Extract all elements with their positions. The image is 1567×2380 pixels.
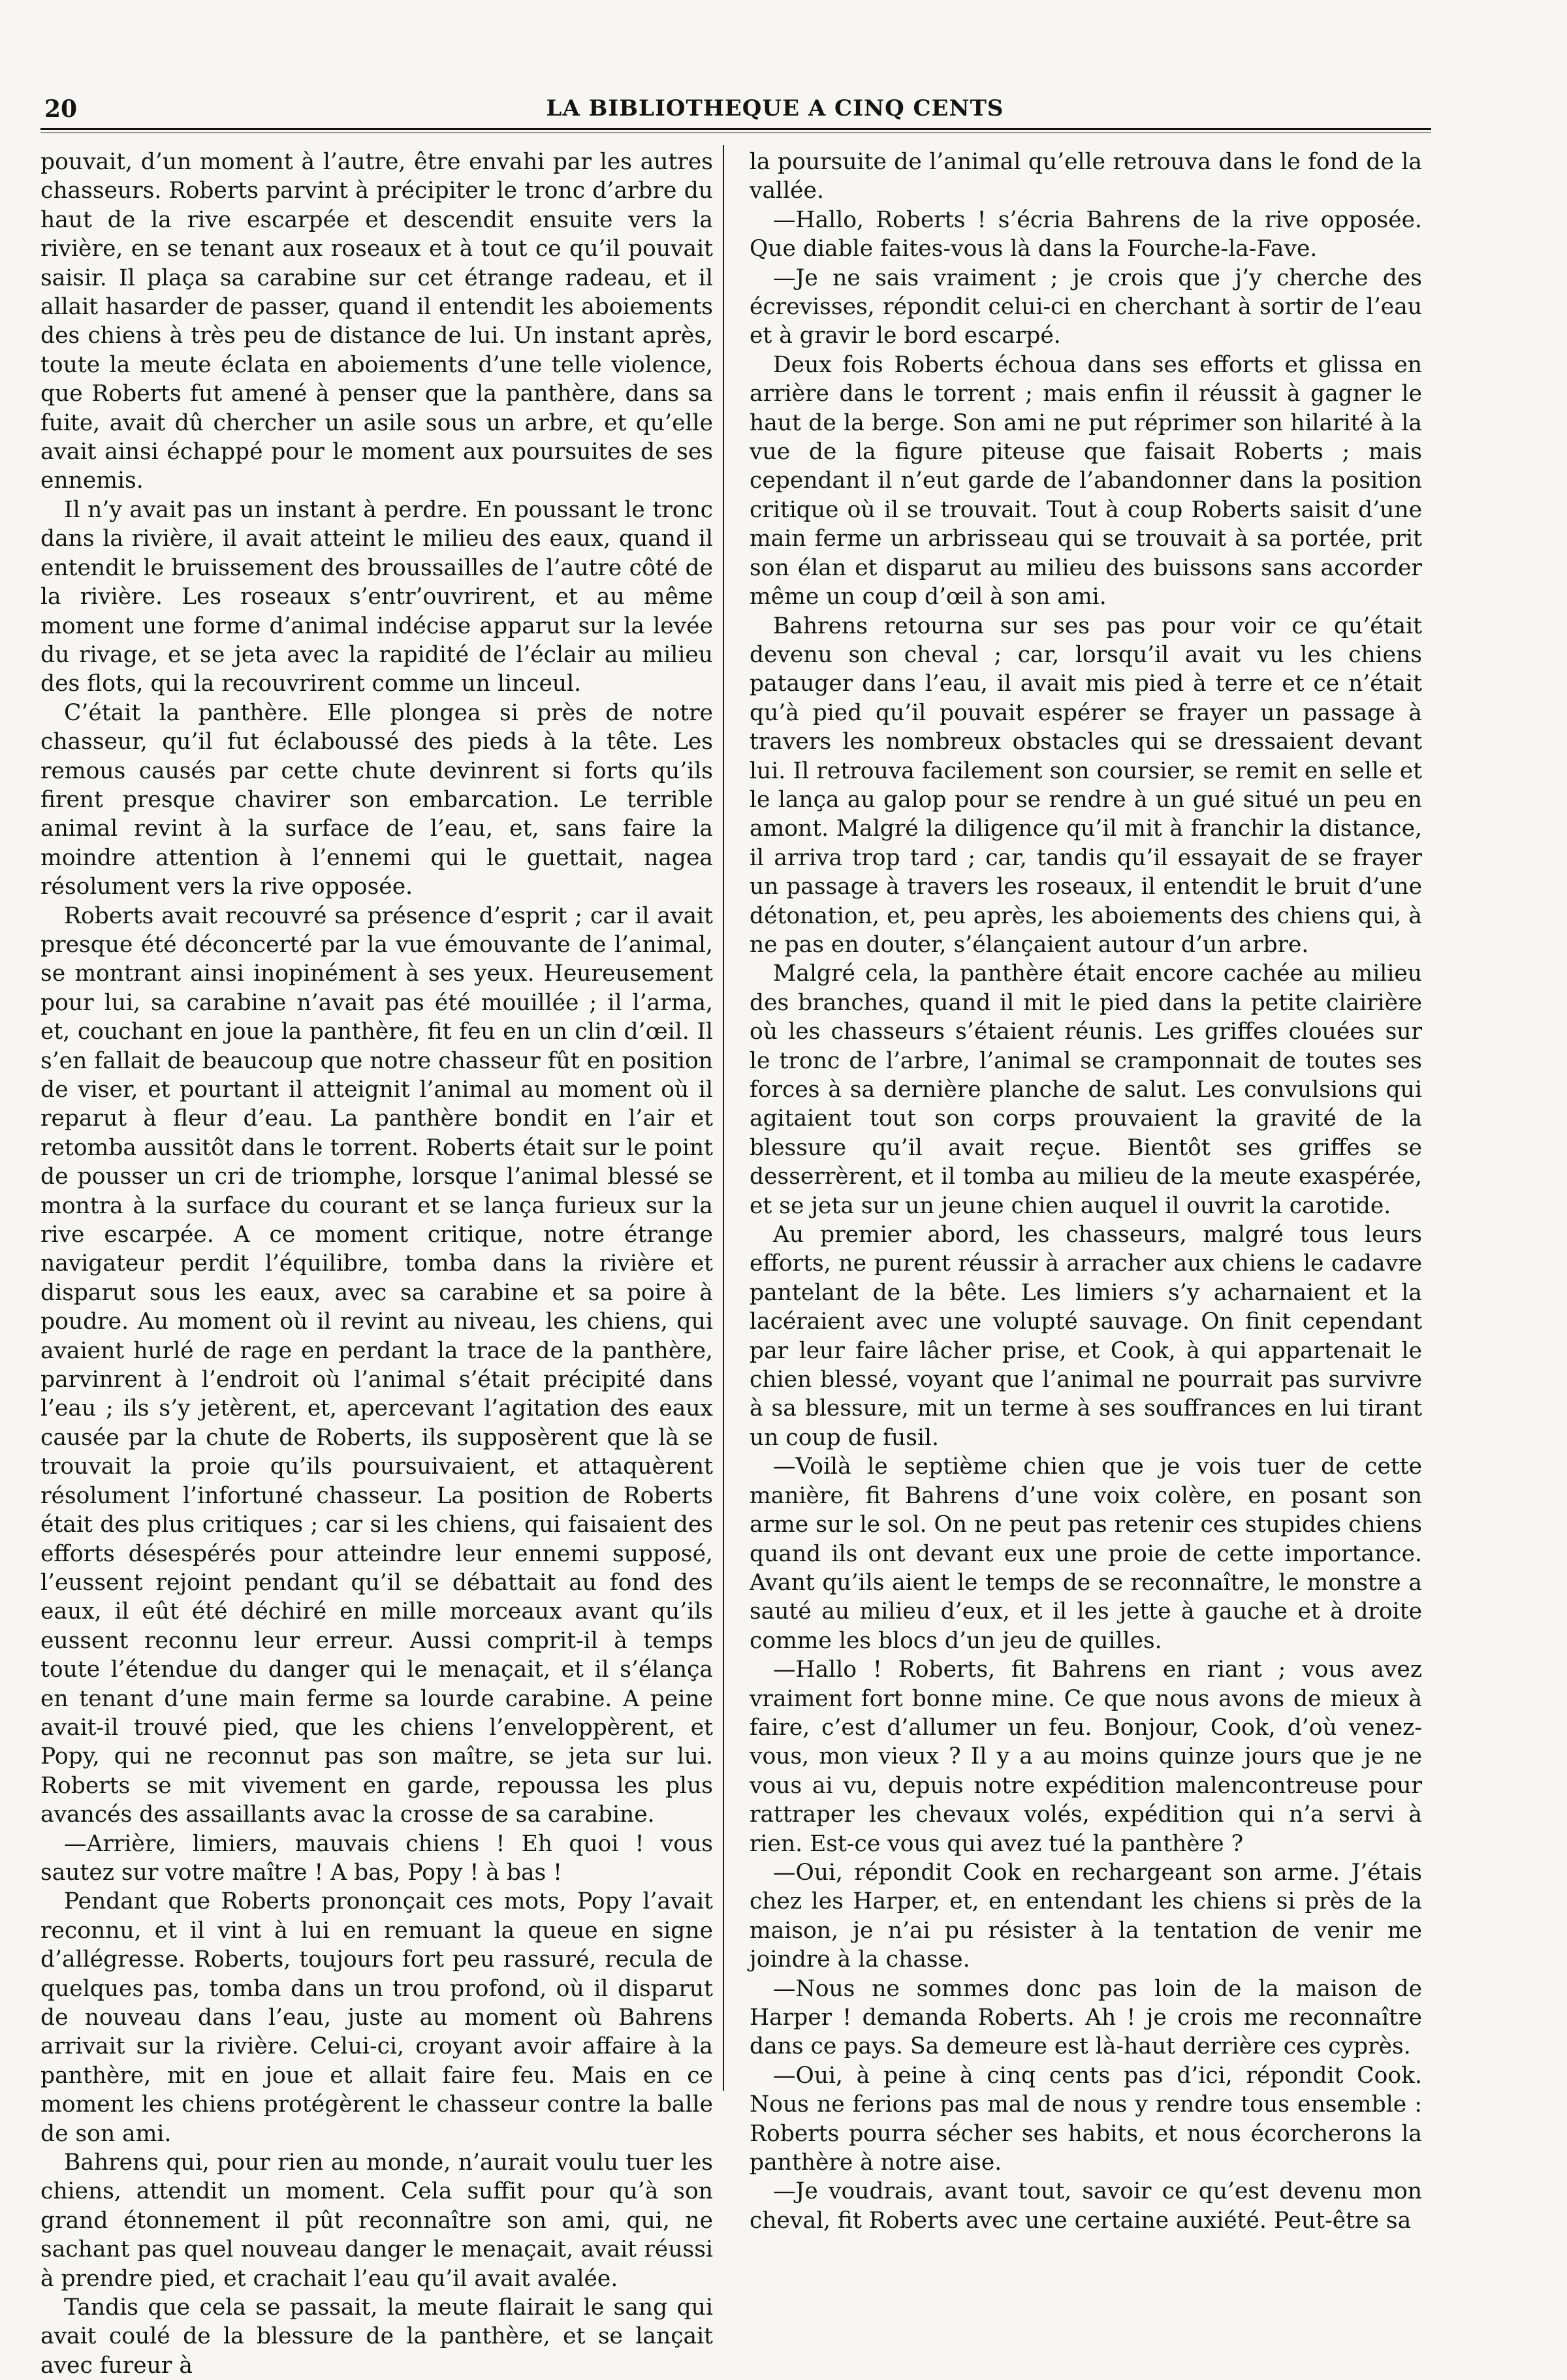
paragraph: Deux fois Roberts échoua dans ses efforts et glissa en arrière dans le torrent ; mais enfin il réussit à gagner le haut de la berge. Son ami ne put réprimer son hilarité à la vue de la figure piteuse que faisait Roberts ; mais cependant il n’eut garde de l’abandonner dans la position critique où il se trouvait. Tout à coup Roberts saisit d’une main ferme un arbrisseau qui se trouvait à sa portée, prit son élan et disparut au milieu des buissons sans accorder même un coup d’œil à son ami. [750,351,1422,611]
left-column [40,148,713,2379]
paragraph: C’était la panthère. Elle plongea si près de notre chasseur, qu’il fut éclaboussé des pieds à la tête. Les remous causés par cette chute devinrent si forts qu’ils firent presque chavirer son embarcation. Le terrible animal revint à la surface de l’eau, et, sans faire la moindre attention à l’ennemi qui le guettait, nagea résolument vers la rive opposée. [40,699,713,900]
paragraph: —Hallo, Roberts ! s’écria Bahrens de la rive opposée. Que diable faites-vous là dans la Fourche-la-Fave. [750,206,1422,262]
paragraph: pouvait, d’un moment à l’autre, être envahi par les autres chasseurs. Roberts parvint à précipiter le tronc d’arbre du haut de la rive escarpée et descendit ensuite vers la rivière, en se tenant aux roseaux et à tout ce qu’il pouvait saisir. Il plaça sa carabine sur cet étrange radeau, et il allait hasarder de passer, quand il entendit les aboiements des chiens à très peu de distance de lui. Un instant après, toute la meute éclata en aboiements d’une telle violence, que Roberts fut amené à penser que la panthère, dans sa fuite, avait dû chercher un asile sous un arbre, et qu’elle avait ainsi échappé pour le moment aux poursuites de ses ennemis. [40,149,713,494]
paragraph: —Nous ne sommes donc pas loin de la maison de Harper ! demanda Roberts. Ah ! je crois me reconnaître dans ce pays. Sa demeure est là-haut derrière ces cyprès. [750,1975,1422,2060]
page-number: 20 [44,95,78,123]
page-header [40,95,1431,124]
right-column [750,148,1422,2234]
paragraph: Tandis que cela se passait, la meute flairait le sang qui avait coulé de la blessure de la panthère, et se lançait avec fureur à [40,2294,713,2379]
paragraph: Bahrens retourna sur ses pas pour voir ce qu’était devenu son cheval ; car, lorsqu’il avait vu les chiens patauger dans l’eau, il avait mis pied à terre et ce n’était qu’à pied qu’il pouvait espérer se frayer un passage à travers les nombreux obstacles qui se dressaient devant lui. Il retrouva facilement son coursier, se remit en selle et le lança au galop pour se rendre à un gué situé un peu en amont. Malgré la diligence qu’il mit à franchir la distance, il arriva trop tard ; car, tandis qu’il essayait de se frayer un passage à travers les roseaux, il entendit le bruit d’une détonation, et, peu après, les aboiements des chiens qui, à ne pas en douter, s’élançaient autour d’un arbre. [750,612,1422,958]
paragraph: —Hallo ! Roberts, fit Bahrens en riant ; vous avez vraiment fort bonne mine. Ce que nous avons de mieux à faire, c’est d’allumer un feu. Bonjour, Cook, d’où venez-vous, mon vieux ? Il y a au moins quinze jours que je ne vous ai vu, depuis notre expédition malencontreuse pour rattraper les chevaux volés, expédition qui n’a servi à rien. Est-ce vous qui avez tué la panthère ? [750,1657,1422,1857]
paragraph: Roberts avait recouvré sa présence d’esprit ; car il avait presque été déconcerté par la vue émouvante de l’animal, se montrant ainsi inopinément à ses yeux. Heureusement pour lui, sa carabine n’avait pas été mouillée ; il l’arma, et, couchant en joue la panthère, fit feu en un clin d’œil. Il s’en fallait de beaucoup que notre chasseur fût en position de viser, et pourtant il atteignit l’animal au moment où il reparut à fleur d’eau. La panthère bondit en l’air et retomba aussitôt dans le torrent. Roberts était sur le point de pousser un cri de triomphe, lorsque l’animal blessé se montra à la surface du courant et se lança furieux sur la rive escarpée. A ce moment critique, notre étrange navigateur perdit l’équilibre, tomba dans la rivière et disparut sous les eaux, avec sa carabine et sa poire à poudre. Au moment où il revint au niveau, les chiens, qui avaient hurlé de rage en perdant la trace de la panthère, parvinrent à l’endroit où l’animal s’était précipité dans l’eau ; ils s’y jetèrent, et, apercevant l’agitation des eaux causée par la chute de Roberts, ils supposèrent que là se trouvait la proie qu’ils poursuivaient, et attaquèrent résolument l’infortuné chasseur. La position de Roberts était des plus critiques ; car si les chiens, qui faisaient des efforts désespérés pour atteindre leur ennemi supposé, l’eussent rejoint pendant qu’il se débattait au fond des eaux, il eût été déchiré en mille morceaux avant qu’ils eussent reconnu leur erreur. Aussi comprit-il à temps toute l’étendue du danger qui le menaçait, et il s’élança en tenant d’une main ferme sa lourde carabine. A peine avait-il trouvé pied, que les chiens l’enveloppèrent, et Popy, qui ne reconnut pas son maître, se jeta sur lui. Roberts se mit vivement en garde, repoussa les plus avancés des assaillants avac la crosse de sa carabine. [40,902,713,1828]
column-divider [723,145,724,2091]
paragraph: Bahrens qui, pour rien au monde, n’aurait voulu tuer les chiens, attendit un moment. Cela suffit pour qu’à son grand étonnement il pût reconnaître son ami, qui, ne sachant pas quel nouveau danger le menaçait, avait réussi à prendre pied, et crachait l’eau qu’il avait avalée. [40,2150,713,2292]
paragraph: la poursuite de l’animal qu’elle retrouva dans le fond de la vallée. [750,149,1422,204]
paragraph: —Oui, à peine à cinq cents pas d’ici, répondit Cook. Nous ne ferions pas mal de nous y rendre tous ensemble : Roberts pourra sécher ses habits, et nous écorcherons la panthère à notre aise. [750,2062,1422,2176]
running-title: LA BIBLIOTHEQUE A CINQ CENTS [546,95,1004,121]
paragraph: Pendant que Roberts prononçait ces mots, Popy l’avait reconnu, et il vint à lui en remuant la queue en signe d’allégresse. Roberts, toujours fort peu rassuré, recula de quelques pas, tomba dans un trou profond, où il disparut de nouveau dans l’eau, juste au moment où Bahrens arrivait sur la rivière. Celui-ci, croyant avoir affaire à la panthère, mit en joue et allait faire feu. Mais en ce moment les chiens protégèrent le chasseur contre la balle de son ami. [40,1888,713,2147]
paragraph: —Je ne sais vraiment ; je crois que j’y cherche des écrevisses, répondit celui-ci en cherchant à sortir de l’eau et à gravir le bord escarpé. [750,264,1422,349]
paragraph: Au premier abord, les chasseurs, malgré tous leurs efforts, ne purent réussir à arracher aux chiens le cadavre pantelant de la bête. Les limiers s’y acharnaient et la lacéraient avec une volupté sauvage. On finit cependant par leur faire lâcher prise, et Cook, à qui appartenait le chien blessé, voyant que l’animal ne pourrait pas survivre à sa blessure, mit un terme à ses souffrances en lui tirant un coup de fusil. [750,1222,1422,1451]
paragraph: —Oui, répondit Cook en rechargeant son arme. J’étais chez les Harper, et, en entendant les chiens si près de la maison, je n’ai pu résister à la tentation de venir me joindre à la chasse. [750,1859,1422,1973]
paragraph: —Arrière, limiers, mauvais chiens ! Eh quoi ! vous sautez sur votre maître ! A bas, Popy ! à bas ! [40,1830,713,1886]
paragraph: —Voilà le septième chien que je vois tuer de cette manière, fit Bahrens d’une voix colère, en posant son arme sur le sol. On ne peut pas retenir ces stupides chiens quand ils ont devant eux une proie de cette importance. Avant qu’ils aient le temps de se reconnaître, le monstre a sauté au milieu d’eux, et il les jette à gauche et à droite comme les blocs d’un jeu de quilles. [750,1453,1422,1654]
paragraph: Il n’y avait pas un instant à perdre. En poussant le tronc dans la rivière, il avait atteint le milieu des eaux, quand il entendit le bruissement des broussailles de l’autre côté de la rivière. Les roseaux s’entr’ouvrirent, et au même moment une forme d’animal indécise apparut sur la levée du rivage, et se jeta avec la rapidité de l’éclair au milieu des flots, qui la recouvrirent comme un linceul. [40,496,713,697]
paragraph: Malgré cela, la panthère était encore cachée au milieu des branches, quand il mit le pied dans la petite clairière où les chasseurs s’étaient réunis. Les griffes clouées sur le tronc de l’arbre, l’animal se cramponnait de toutes ses forces à sa dernière planche de salut. Les convulsions qui agitaient tout son corps prouvaient la gravité de la blessure qu’il avait reçue. Bientôt ses griffes se desserrèrent, et il tomba au milieu de la meute exaspérée, et se jeta sur un jeune chien auquel il ouvrit la carotide. [750,960,1422,1219]
header-rule [40,128,1431,130]
paragraph: —Je voudrais, avant tout, savoir ce qu’est devenu mon cheval, fit Roberts avec une certaine auxiété. Peut-être sa [750,2178,1422,2234]
